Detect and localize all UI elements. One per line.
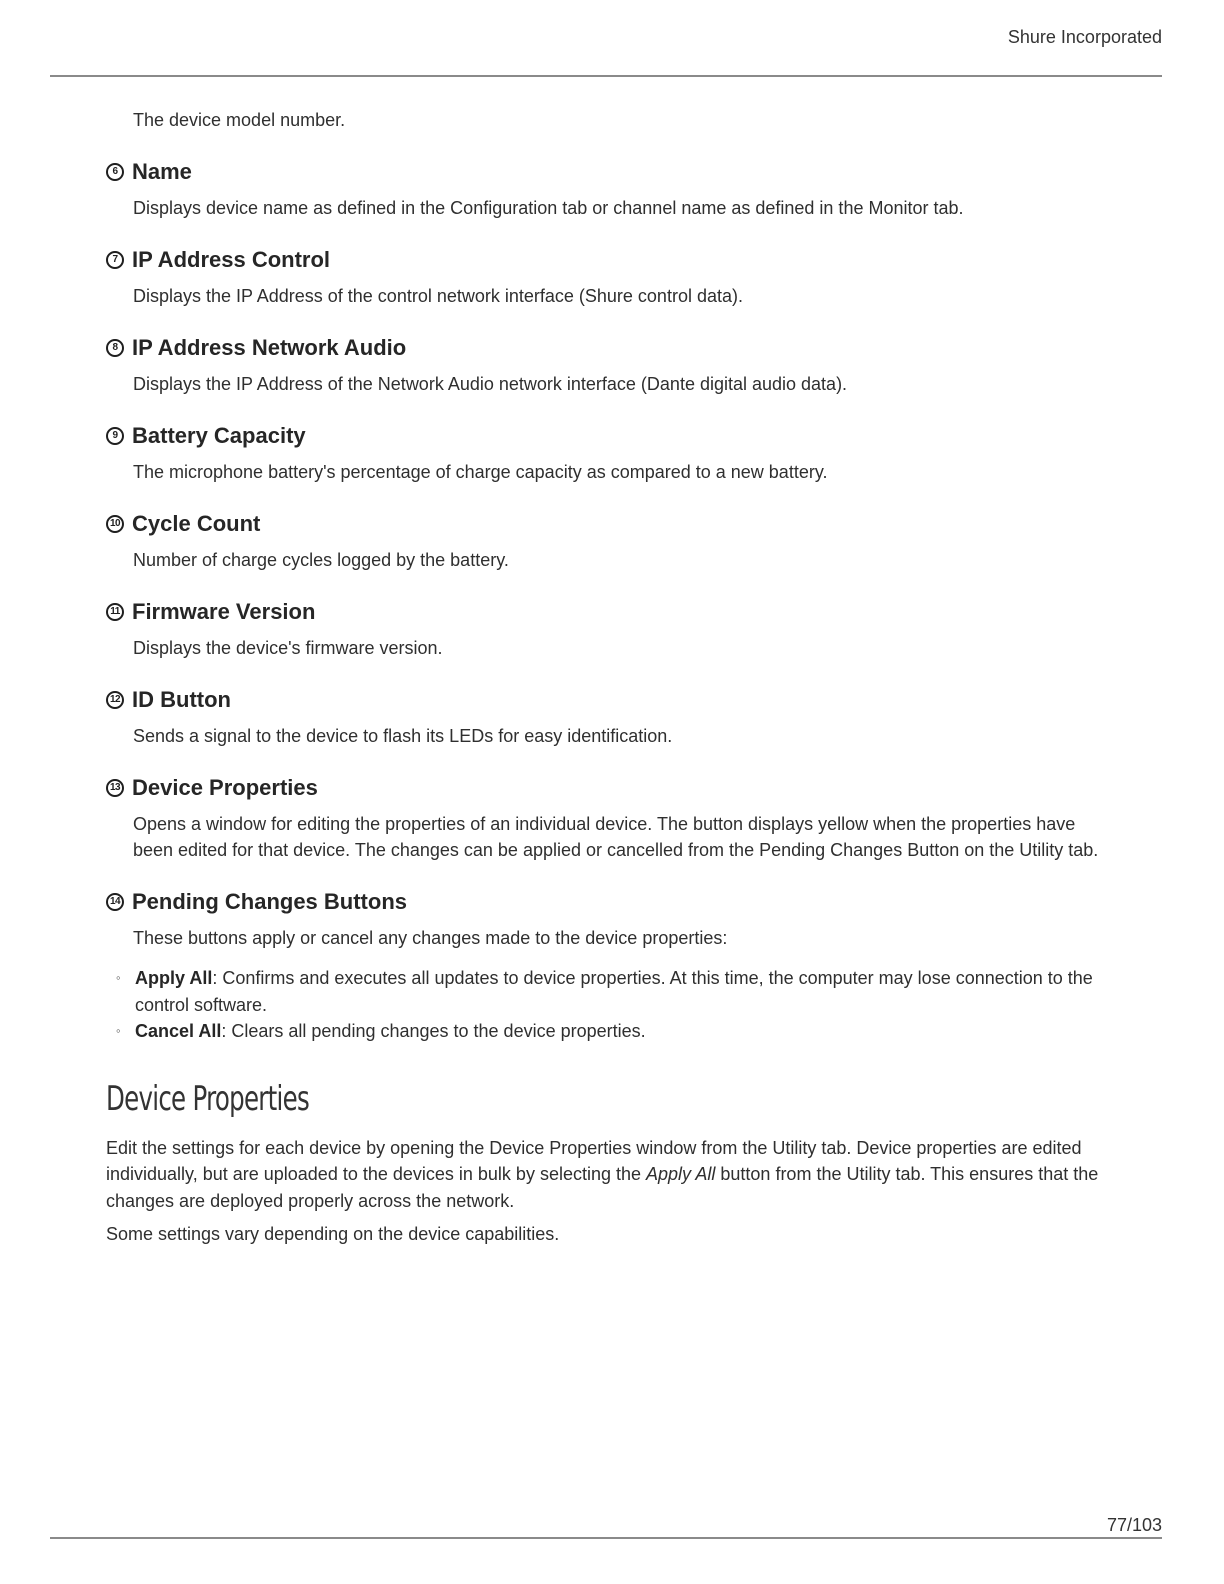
section-paragraph: Some settings vary depending on the device capabilities. — [106, 1224, 560, 1244]
number-badge-icon: 13 — [106, 779, 124, 797]
item-heading — [106, 597, 1106, 627]
item-description: Sends a signal to the device to flash its LEDs for easy identification. — [133, 726, 673, 746]
bullet-text: : Clears all pending changes to the device properties. — [221, 1021, 646, 1041]
section-paragraph — [106, 1135, 1101, 1215]
bullet-term: Cancel All — [135, 1021, 222, 1041]
number-badge-icon: 10 — [106, 515, 124, 533]
item-description: Displays the IP Address of the Network Audio network interface (Dante digital audio data). — [133, 374, 848, 394]
item-heading — [106, 333, 1106, 363]
number-badge-icon: 11 — [106, 603, 124, 621]
page-footer — [50, 1510, 1162, 1539]
item-id-button — [106, 685, 1106, 749]
pending-changes-list — [106, 965, 1106, 1045]
item-firmware-version — [106, 597, 1106, 661]
bullet-term: Apply All — [135, 968, 213, 988]
item-heading — [106, 245, 1106, 275]
number-badge-icon: 14 — [106, 893, 124, 911]
item-name — [106, 157, 1106, 221]
apply-all-emphasis: Apply All — [646, 1164, 716, 1184]
bullet-circle-icon: ◦ — [116, 1023, 121, 1038]
section-title: Device Properties — [106, 1078, 309, 1119]
bullet-text: : Confirms and executes all updates to device properties. At this time, the computer may lose connection to the control software. — [135, 968, 1093, 1015]
item-ip-address-control — [106, 245, 1106, 309]
item-pending-changes-buttons — [106, 887, 1106, 951]
number-badge-icon: 7 — [106, 251, 124, 269]
item-description: Number of charge cycles logged by the battery. — [133, 550, 509, 570]
item-description: Opens a window for editing the properties of an individual device. The button displays yellow when the properties have been edited for that device. The changes can be applied or cancelled from the Pending Changes Button on the Utility tab. — [133, 814, 1099, 860]
item-heading — [106, 685, 1106, 715]
item-ip-address-network-audio — [106, 333, 1106, 397]
page-number: 77/103 — [1106, 1515, 1162, 1535]
bullet-circle-icon: ◦ — [116, 970, 121, 985]
item-heading — [106, 887, 1106, 917]
item-description: These buttons apply or cancel any changes made to the device properties: — [133, 928, 728, 948]
item-cycle-count — [106, 509, 1106, 573]
page-header — [50, 0, 1162, 77]
item-description: Displays device name as defined in the Configuration tab or channel name as defined in the Monitor tab. — [133, 198, 964, 218]
item-title: IP Address Network Audio — [132, 335, 407, 360]
item-heading — [106, 509, 1106, 539]
item-title: IP Address Control — [132, 247, 331, 272]
item-title: Pending Changes Buttons — [132, 889, 407, 914]
list-item-apply-all — [106, 965, 1106, 1018]
paragraph-text: Edit the settings for each device by opening the Device Properties window from the Utility tab. Device properties are edited individually, but are uploaded to the devices in bulk by selecting the — [106, 1137, 1082, 1184]
company-name: Shure Incorporated — [1007, 27, 1162, 47]
model-description: The device model number. — [133, 110, 346, 130]
item-title: Firmware Version — [132, 599, 316, 624]
item-heading — [106, 421, 1106, 451]
list-item-cancel-all — [106, 1018, 1106, 1045]
number-badge-icon: 12 — [106, 691, 124, 709]
item-title: Battery Capacity — [132, 423, 306, 448]
number-badge-icon: 8 — [106, 339, 124, 357]
item-title: ID Button — [132, 687, 231, 712]
item-device-properties — [106, 773, 1106, 863]
document-content — [106, 107, 1106, 1248]
item-heading — [106, 773, 1106, 803]
item-title: Device Properties — [132, 775, 318, 800]
item-description: Displays the IP Address of the control network interface (Shure control data). — [133, 286, 743, 306]
paragraph-text: button from the Utility tab. This ensures that the changes are deployed properly across the network. — [106, 1164, 1099, 1211]
item-title: Name — [132, 159, 192, 184]
number-badge-icon: 9 — [106, 427, 124, 445]
item-battery-capacity — [106, 421, 1106, 485]
number-badge-icon: 6 — [106, 163, 124, 181]
item-description: The microphone battery's percentage of charge capacity as compared to a new battery. — [133, 462, 828, 482]
item-description: Displays the device's firmware version. — [133, 638, 443, 658]
item-heading — [106, 157, 1106, 187]
item-title: Cycle Count — [132, 511, 261, 536]
